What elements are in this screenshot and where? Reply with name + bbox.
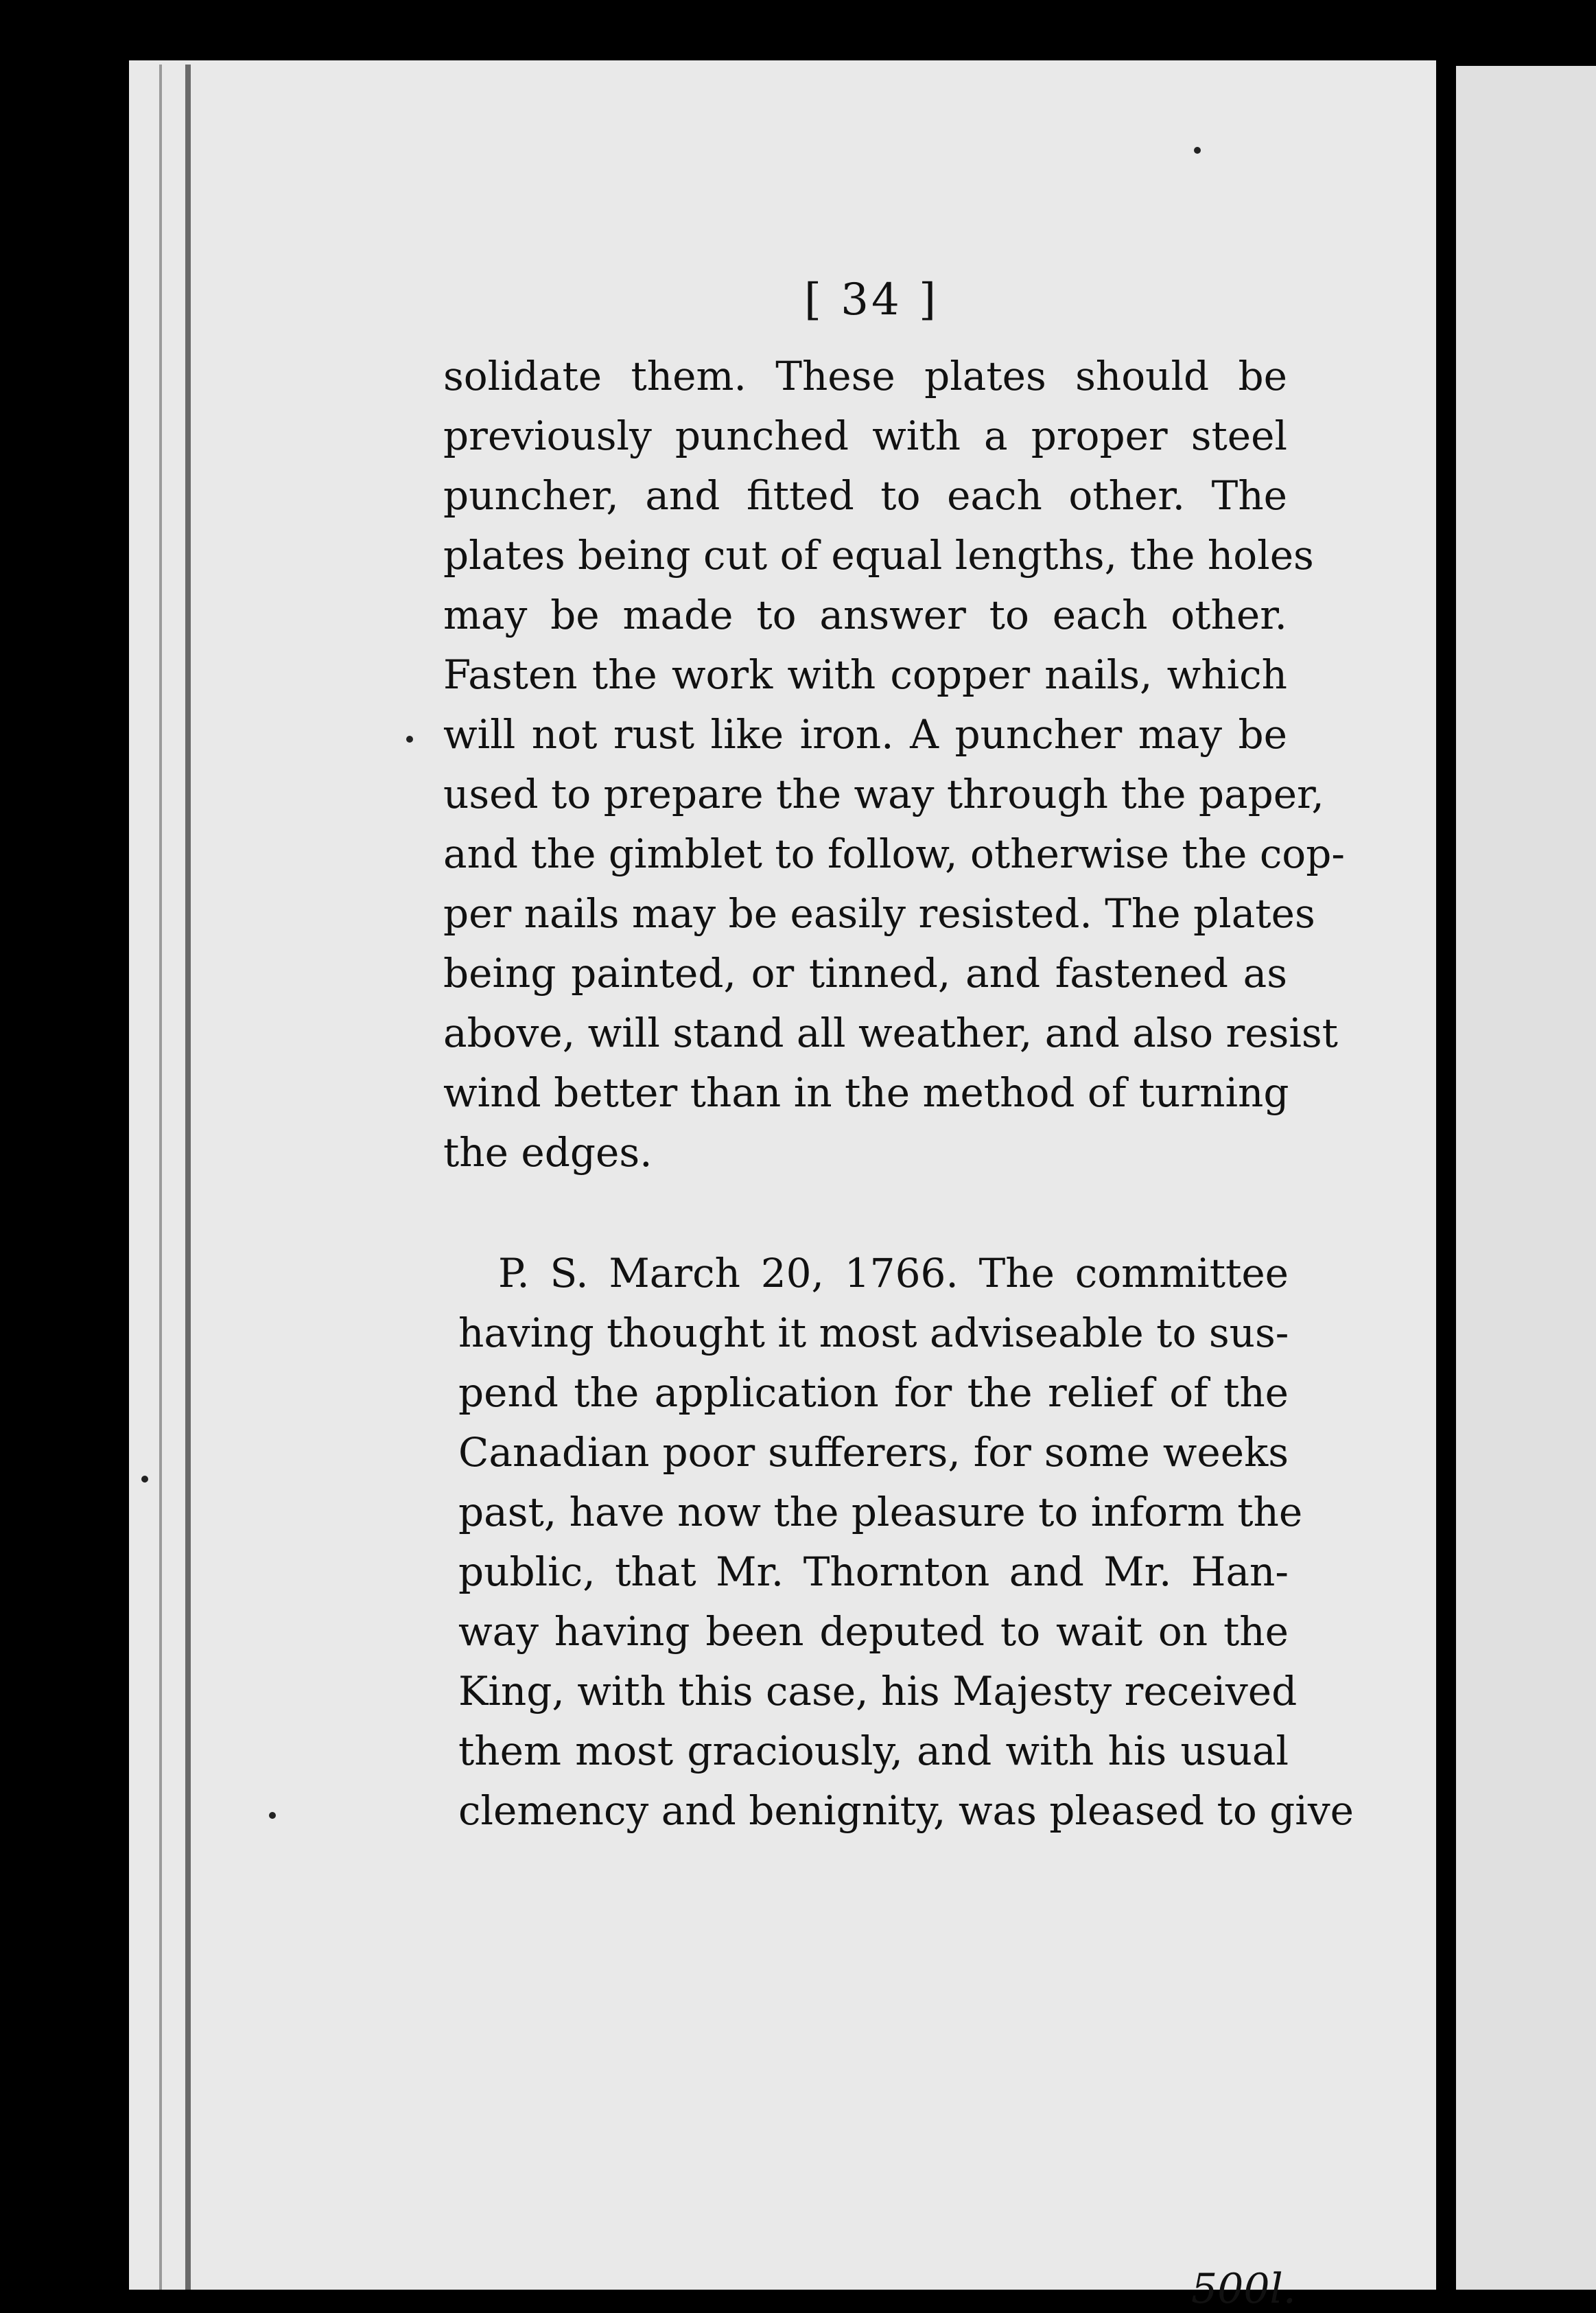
text-line: puncher, and fitted to each other. The xyxy=(443,472,1287,519)
page-number: [ 34 ] xyxy=(803,275,939,325)
ink-speck xyxy=(406,736,413,743)
text-line: public, that Mr. Thornton and Mr. Han- xyxy=(458,1548,1289,1595)
binding-gutter-shadow xyxy=(159,65,162,2290)
text-line: the edges. xyxy=(443,1129,653,1176)
paragraph-2 xyxy=(458,1244,1354,1841)
binding-gutter-line xyxy=(185,65,191,2290)
text-line: wind better than in the method of turning xyxy=(443,1069,1289,1116)
text-line: them most graciously, and with his usual xyxy=(458,1728,1289,1774)
text-line: being painted, or tinned, and fastened as xyxy=(443,950,1287,997)
text-line: having thought it most adviseable to sus- xyxy=(458,1310,1289,1356)
text-line: clemency and benignity, was pleased to give xyxy=(458,1787,1354,1834)
text-line: P. S. March 20, 1766. The committee xyxy=(498,1250,1289,1297)
text-line: King, with this case, his Majesty received xyxy=(458,1668,1298,1715)
text-line: above, will stand all weather, and also resist xyxy=(443,1010,1338,1056)
text-line: way having been deputed to wait on the xyxy=(458,1608,1289,1655)
page-edge-divider xyxy=(1436,60,1450,2290)
ink-speck xyxy=(269,1812,276,1819)
text-line: solidate them. These plates should be xyxy=(443,353,1287,399)
text-line: pend the application for the relief of the xyxy=(458,1369,1289,1416)
text-line: and the gimblet to follow, otherwise the cop- xyxy=(443,830,1345,877)
ink-speck xyxy=(1194,147,1201,154)
text-line: will not rust like iron. A puncher may be xyxy=(443,711,1287,758)
text-line: past, have now the pleasure to inform the xyxy=(458,1489,1303,1535)
text-line: Fasten the work with copper nails, which xyxy=(443,651,1287,698)
catchword: 500l. xyxy=(1191,2265,1296,2313)
text-line: previously punched with a proper steel xyxy=(443,412,1287,459)
text-line: may be made to answer to each other. xyxy=(443,592,1287,638)
text-line: Canadian poor sufferers, for some weeks xyxy=(458,1429,1289,1476)
text-line: used to prepare the way through the paper, xyxy=(443,771,1324,817)
ink-speck xyxy=(141,1476,148,1483)
facing-page-edge xyxy=(1456,66,1596,2290)
text-line: plates being cut of equal lengths, the holes xyxy=(443,532,1314,579)
text-line: per nails may be easily resisted. The plates xyxy=(443,890,1315,937)
paragraph-1 xyxy=(443,347,1345,1183)
